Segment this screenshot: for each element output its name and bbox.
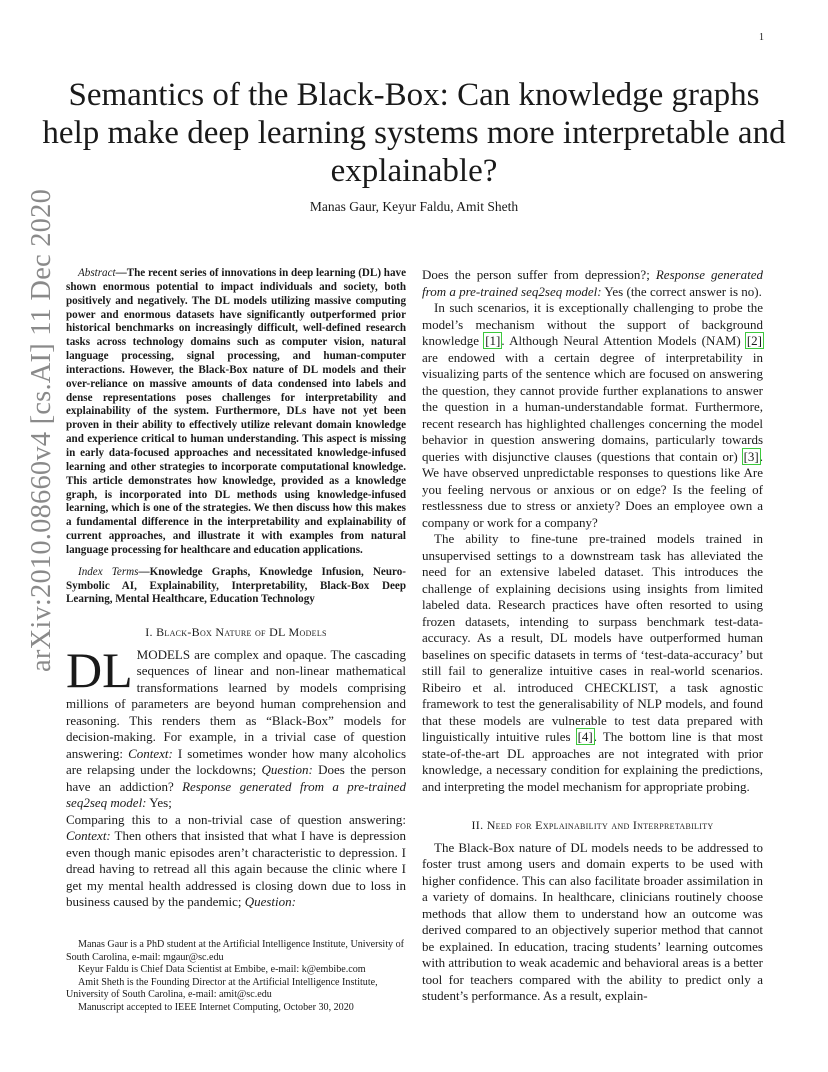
- footnote: Manas Gaur is a PhD student at the Artificial Intelligence Institute, University of South Carolina, e-mail: mgaur@sc.edu: [66, 939, 405, 963]
- context-label: Context:: [66, 828, 111, 844]
- response-label: Response generated from a pre-trained seq2seq model:: [422, 267, 763, 299]
- question-label: Question:: [261, 762, 313, 778]
- section1-paragraph-1: [66, 641, 406, 812]
- section-heading-1: I. Black-Box Nature of DL Models: [145, 625, 327, 640]
- text-run: Then others that insisted that what I have is depression even though manic episodes aren’t characteristic to depression. I dread having to retread all this again because the clinic where I get my mental health addressed is closing down due to loss in business caused by the pandemic;: [66, 828, 406, 910]
- text-run: I sometimes wonder how many alcoholics are relapsing under the lockdowns;: [66, 745, 406, 778]
- paper-title: Semantics of the Black-Box: Can knowledge graphs help make deep learning systems more interpretable and explainable?: [42, 77, 786, 189]
- context-label: Context:: [128, 745, 173, 761]
- left-column: [66, 267, 406, 911]
- page-number: 1: [759, 32, 764, 43]
- text-run: Does the person have an addiction?: [66, 762, 406, 794]
- question-label: Question:: [244, 894, 296, 910]
- section2-paragraph-1: The Black-Box nature of DL models needs to be addressed to foster trust among users and domain experts to be used with higher confidence. This can also facilitate broader assimilation in a variety of domains. In healthcare, clinicians routinely choose methods that allow them to understand how an outcome was derived compared to an objectively superior method that cannot be explained. In education, tracing students’ learning outcomes with attribution to weak academic and behavioral areas is a better tool for teachers compared with the ability to predict only a student’s performance. As a result, explain-: [422, 839, 763, 1003]
- citation-link[interactable]: [1]: [485, 333, 501, 348]
- footnote: Manuscript accepted to IEEE Internet Computing, October 30, 2020: [78, 1001, 354, 1013]
- text-run: In such scenarios, it is exceptionally challenging to probe the model’s mechanism without the support of background knowledge: [422, 300, 763, 348]
- section1-paragraph-4: [422, 300, 763, 531]
- section1-paragraph-2: [66, 812, 406, 911]
- paper-authors: Manas Gaur, Keyur Faldu, Amit Sheth: [309, 199, 519, 214]
- right-column: [422, 267, 763, 1005]
- abstract-lead: Abstract: [78, 267, 116, 279]
- text-run: Yes;: [146, 795, 172, 811]
- index-terms-lead: Index Terms: [78, 565, 139, 578]
- footnotes: [66, 939, 406, 1014]
- dropcap: DL: [66, 641, 133, 698]
- citation-link[interactable]: [4]: [577, 729, 593, 744]
- text-run: Comparing this to a non-trivial case of question answering:: [66, 811, 406, 827]
- abstract-text: —The recent series of innovations in deep learning (DL) have shown enormous potential to impact individuals and society, both positively and negatively. The DL models utilizing massive computing power and enormous datasets have significantly outperformed prior historical benchmarks on increasingly difficult, well-defined research tasks across technology domains such as computer vision, natural language processing, signal processing, and human-computer interactions. However, the Black-Box nature of DL models and their over-reliance on massive amounts of data condensed into labels and dense representations poses challenges for interpretability and explainability of the system. Furthermore, DLs have not yet been proven in their ability to effectively utilize relevant domain knowledge and experience critical to human understanding. This aspect is missing in early data-focused approaches and necessitated knowledge-infused learning and other strategies to incorporate computational knowledge. This article demonstrates how knowledge, provided as a knowledge graph, is incorporated into DL methods using knowledge-infused learning, which is one of the strategies. We then discuss how this makes a fundamental difference in the interpretability and explainability of current approaches, and illustrate it with examples from natural language processing for healthcare and education applications.: [66, 267, 406, 556]
- citation-link[interactable]: [3]: [743, 448, 759, 464]
- abstract: [66, 267, 406, 558]
- citation-link[interactable]: [2]: [746, 333, 762, 348]
- text-run: are endowed with a certain degree of interpretability in visualizing parts of the sentence which are focused on answering the question, they cannot provide further explanations to answer the question in a human-understandable format. Furthermore, recent research has highlighted challenges concerning the model behavior in question answering domains, particularly towards queries with disjunctive clauses (questions that contain or): [422, 349, 763, 464]
- text-run: The ability to fine-tune pre-trained models trained in unsupervised settings to a downstream task has alleviated the need for an extensive labeled dataset. This introduces the challenge of explaining decisions using insights from limited labeled data. Research practices have often resorted to using frozen datasets, intending to surpass benchmark test-data-accuracy. As a result, DL models have outperformed human baselines on specific datasets in terms of ‘test-data-accuracy’ but still fail to generalize intuitive cases in real-world scenarios. Ribeiro et al. introduced CHECKLIST, a task agnostic framework to test the generalisability of NLP models, and found that these models are vulnerable to test data prepared with linguistically intuitive rules: [422, 531, 763, 744]
- response-label: Response generated from a pre-trained seq2seq model:: [66, 778, 406, 811]
- text-run: . Although Neural Attention Models (NAM): [501, 333, 746, 348]
- footnote: Amit Sheth is the Founding Director at the Artificial Intelligence Institute, University of South Carolina, e-mail: amit@sc.edu: [66, 976, 378, 1000]
- index-terms: [66, 566, 406, 608]
- footnote: Keyur Faldu is Chief Data Scientist at Embibe, e-mail: k@embibe.com: [78, 964, 366, 975]
- section1-paragraph-5: [422, 531, 763, 795]
- text-run: . The bottom line is that most state-of-the-art DL approaches are not integrated with prior knowledge, a necessary condition for explaining the predictions, and interpreting the model mechanism for appropriate probing.: [422, 729, 763, 794]
- text-run: Yes (the correct answer is no).: [601, 283, 762, 299]
- section-heading-2: II. Need for Explainability and Interpretability: [471, 818, 714, 832]
- section1-paragraph-3: [422, 267, 763, 300]
- text-run: Does the person suffer from depression?;: [422, 267, 656, 282]
- text-run: MODELS are complex and opaque. The cascading sequences of linear and non-linear mathematical transformations learned by models comprising millions of parameters are beyond human comprehension and reasoning. This renders them as “Black-Box” models for decision-making. For example, in a trivial case of question answering:: [66, 646, 406, 761]
- text-run: . We have observed unpredictable responses to questions like Are you feeling nervous or anxious or on edge? Is the feeling of restlessness due to stress or anxiety? Does an employee own a company or work for a company?: [422, 448, 763, 530]
- index-terms-text: —Knowledge Graphs, Knowledge Infusion, Neuro-Symbolic AI, Explainability, Interpretability, Black-Box Deep Learning, Mental Healthcare, Education Technology: [66, 565, 406, 606]
- arxiv-identifier-stamp: arXiv:2010.08660v4 [cs.AI] 11 Dec 2020: [26, 188, 57, 672]
